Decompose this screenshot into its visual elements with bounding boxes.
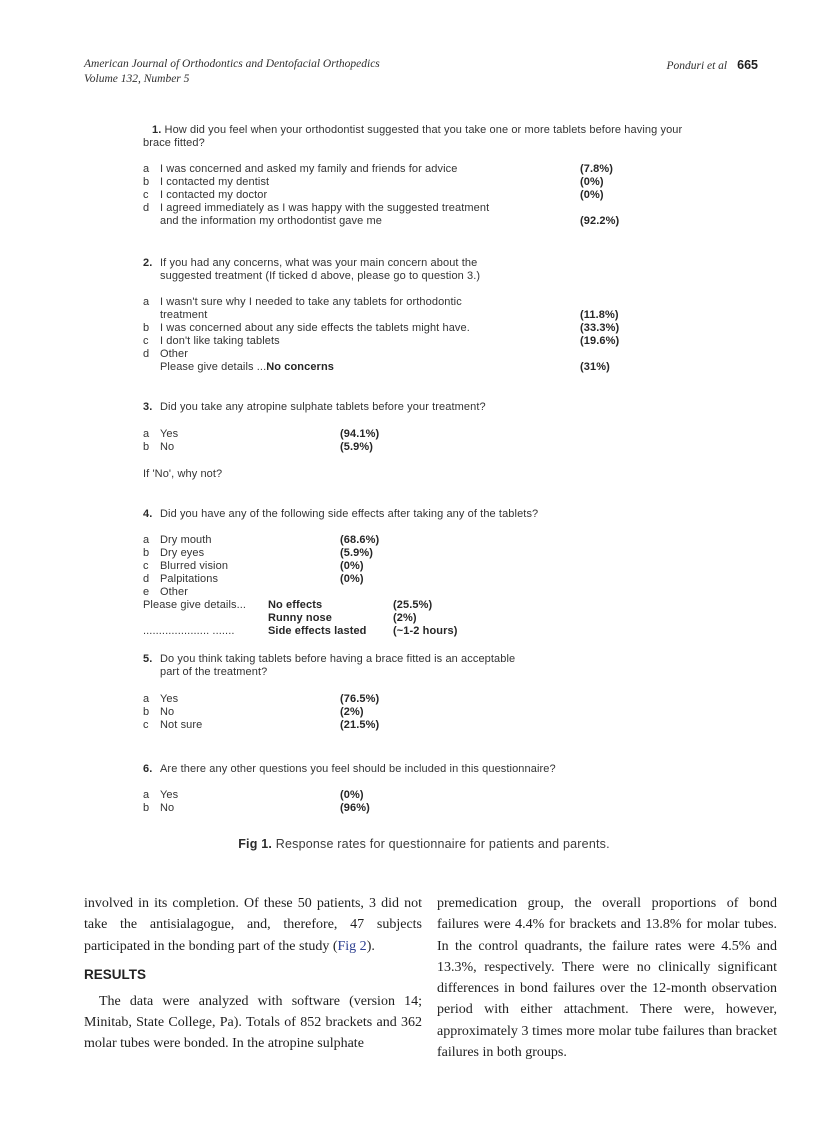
option-row bbox=[143, 428, 705, 441]
option-letter: c bbox=[143, 189, 149, 201]
running-authors: Ponduri et al bbox=[666, 60, 728, 72]
body-column-left bbox=[84, 893, 422, 1055]
option-row bbox=[143, 693, 705, 706]
option-percentage: (5.9%) bbox=[340, 547, 373, 559]
option-text: No bbox=[160, 802, 175, 814]
question-1-number: 1. bbox=[152, 124, 162, 136]
details-answer: Runny nose bbox=[268, 612, 332, 624]
option-percentage: (11.8%) bbox=[580, 309, 619, 321]
option-percentage: (19.6%) bbox=[580, 335, 620, 347]
option-percentage: (5.9%) bbox=[340, 441, 373, 453]
option-row bbox=[143, 586, 705, 599]
option-percentage: (0%) bbox=[580, 189, 604, 201]
details-row bbox=[143, 625, 705, 638]
option-row bbox=[143, 296, 705, 309]
details-prefix: Please give details ... bbox=[160, 361, 267, 373]
option-text: I was concerned and asked my family and friends for advice bbox=[160, 163, 458, 175]
option-text: and the information my orthodontist gave me bbox=[160, 215, 382, 227]
option-percentage: (~1-2 hours) bbox=[393, 625, 458, 637]
question-3 bbox=[143, 401, 705, 481]
question-3-number: 3. bbox=[143, 401, 153, 413]
option-text: Yes bbox=[160, 428, 179, 440]
question-2 bbox=[143, 257, 705, 374]
question-6-options bbox=[143, 789, 705, 815]
option-letter: b bbox=[143, 706, 150, 718]
fig-2-link[interactable]: Fig 2 bbox=[337, 938, 367, 954]
paragraph bbox=[84, 893, 422, 957]
option-percentage: (92.2%) bbox=[580, 215, 620, 227]
question-3-options bbox=[143, 428, 705, 454]
question-1-label: How did you feel when your orthodontist suggested that you take one or more tablets before having your brace fitted? bbox=[143, 124, 683, 149]
figure-1-caption bbox=[143, 837, 705, 851]
option-row-continuation bbox=[143, 215, 705, 228]
question-3-text bbox=[143, 401, 705, 414]
question-5-text bbox=[143, 653, 705, 679]
option-letter: b bbox=[143, 322, 150, 334]
paragraph: premedication group, the overall proportions of bond failures were 4.4% for brackets and 13.8% for molar tubes. In the control quadrants, the failure rates were 4.5% and 13.3%, respectively. There were no clinically significant differences in bond failures over the 12-month observation period with either attachment. There were, however, approximately 3 times more molar tube failures than bracket failures in both groups. bbox=[437, 896, 777, 1061]
question-5-number: 5. bbox=[143, 653, 153, 665]
question-5-options bbox=[143, 693, 705, 732]
question-3-label: Did you take any atropine sulphate tablets before your treatment? bbox=[160, 401, 486, 413]
question-4-options bbox=[143, 534, 705, 638]
details-row bbox=[143, 361, 705, 374]
option-text: Other bbox=[160, 586, 189, 598]
question-6-number: 6. bbox=[143, 763, 153, 775]
question-2-text bbox=[143, 257, 705, 283]
question-3-followup: If 'No', why not? bbox=[143, 468, 223, 480]
option-letter: a bbox=[143, 534, 150, 546]
option-row bbox=[143, 547, 705, 560]
option-row bbox=[143, 534, 705, 547]
option-row bbox=[143, 348, 705, 361]
details-answer: No effects bbox=[268, 599, 323, 611]
question-4-text bbox=[143, 508, 705, 521]
option-text: Yes bbox=[160, 693, 179, 705]
option-row bbox=[143, 441, 705, 454]
question-5 bbox=[143, 653, 705, 732]
option-percentage: (21.5%) bbox=[340, 719, 380, 731]
option-letter: a bbox=[143, 296, 150, 308]
option-percentage: (0%) bbox=[340, 789, 364, 801]
journal-issue: Volume 132, Number 5 bbox=[84, 73, 190, 85]
option-letter: a bbox=[143, 163, 150, 175]
option-letter bbox=[143, 309, 160, 322]
option-percentage: (0%) bbox=[340, 573, 364, 585]
question-4-label: Did you have any of the following side effects after taking any of the tablets? bbox=[160, 508, 539, 520]
option-row bbox=[143, 719, 705, 732]
option-letter: a bbox=[143, 693, 150, 705]
option-percentage: (76.5%) bbox=[340, 693, 380, 705]
option-percentage: (2%) bbox=[393, 612, 417, 624]
question-1-options bbox=[143, 163, 705, 228]
option-letter: c bbox=[143, 335, 149, 347]
option-letter: b bbox=[143, 802, 150, 814]
question-1-text bbox=[143, 124, 705, 150]
option-letter: d bbox=[143, 348, 150, 360]
option-text: Dry mouth bbox=[160, 534, 212, 546]
option-percentage: (2%) bbox=[340, 706, 364, 718]
option-percentage: (94.1%) bbox=[340, 428, 380, 440]
journal-title: American Journal of Orthodontics and Dentofacial Orthopedics bbox=[84, 58, 380, 70]
option-text: I was concerned about any side effects the tablets might have. bbox=[160, 322, 470, 334]
option-text: Not sure bbox=[160, 719, 203, 731]
question-4-number: 4. bbox=[143, 508, 153, 520]
option-letter: b bbox=[143, 176, 150, 188]
question-6-text bbox=[143, 763, 705, 776]
option-row bbox=[143, 706, 705, 719]
running-head bbox=[666, 58, 758, 72]
option-percentage: (68.6%) bbox=[340, 534, 380, 546]
question-6-label: Are there any other questions you feel should be included in this questionnaire? bbox=[160, 763, 556, 775]
option-row bbox=[143, 560, 705, 573]
details-text bbox=[160, 361, 334, 374]
option-percentage: (7.8%) bbox=[580, 163, 613, 175]
details-answer: Side effects lasted bbox=[268, 625, 367, 637]
option-text: Yes bbox=[160, 789, 179, 801]
question-2-number: 2. bbox=[143, 257, 153, 269]
option-letter: d bbox=[143, 573, 150, 585]
question-5-label: Do you think taking tablets before having a brace fitted is an acceptable part of the treatment? bbox=[160, 653, 516, 678]
details-prefix: ..................... ....... bbox=[143, 625, 235, 637]
option-text: I wasn't sure why I needed to take any tablets for orthodontic bbox=[160, 296, 462, 308]
option-row bbox=[143, 802, 705, 815]
figure-1-questionnaire bbox=[143, 124, 705, 815]
option-text: Blurred vision bbox=[160, 560, 229, 572]
option-letter: b bbox=[143, 441, 150, 453]
page-number: 665 bbox=[737, 58, 758, 72]
option-text: I contacted my dentist bbox=[160, 176, 270, 188]
paragraph-text: ). bbox=[366, 938, 375, 954]
option-text: Other bbox=[160, 348, 189, 360]
question-6 bbox=[143, 763, 705, 815]
option-row bbox=[143, 789, 705, 802]
question-4 bbox=[143, 508, 705, 638]
option-percentage: (96%) bbox=[340, 802, 370, 814]
question-2-label: If you had any concerns, what was your main concern about the suggested treatment (If ticked d above, please go to question 3.) bbox=[160, 257, 481, 282]
paragraph-text: involved in its completion. Of these 50 patients, 3 did not take the antisialagogue, and, therefore, 47 subjects participated in the bonding part of the study ( bbox=[84, 896, 422, 954]
option-percentage: (0%) bbox=[580, 176, 604, 188]
option-row bbox=[143, 176, 705, 189]
option-letter: a bbox=[143, 428, 150, 440]
option-text: treatment bbox=[160, 309, 208, 321]
header-journal-info bbox=[84, 57, 380, 87]
option-percentage: (31%) bbox=[580, 361, 610, 373]
option-text: I contacted my doctor bbox=[160, 189, 268, 201]
figure-1-caption-text: Response rates for questionnaire for patients and parents. bbox=[275, 837, 610, 851]
details-row bbox=[143, 612, 705, 625]
option-row bbox=[143, 202, 705, 215]
option-letter: a bbox=[143, 789, 150, 801]
details-row bbox=[143, 599, 705, 612]
option-row bbox=[143, 322, 705, 335]
body-column-right bbox=[437, 893, 777, 1063]
option-row bbox=[143, 573, 705, 586]
option-percentage: (33.3%) bbox=[580, 322, 620, 334]
option-letter: c bbox=[143, 719, 149, 731]
paragraph: The data were analyzed with software (version 14; Minitab, State College, Pa). Totals of 852 brackets and 362 molar tubes were bonded. In the atropine sulphate bbox=[84, 993, 422, 1052]
option-letter bbox=[143, 215, 160, 228]
option-letter: e bbox=[143, 586, 150, 598]
option-text: No bbox=[160, 441, 175, 453]
question-1 bbox=[143, 124, 705, 228]
figure-1-caption-label: Fig 1. bbox=[238, 837, 273, 851]
option-row bbox=[143, 189, 705, 202]
option-text: Palpitations bbox=[160, 573, 219, 585]
option-percentage: (25.5%) bbox=[393, 599, 433, 611]
option-text: No bbox=[160, 706, 175, 718]
option-row-continuation bbox=[143, 309, 705, 322]
option-text: I don't like taking tablets bbox=[160, 335, 280, 347]
option-text: I agreed immediately as I was happy with the suggested treatment bbox=[160, 202, 490, 214]
results-heading: RESULTS bbox=[84, 966, 147, 982]
question-2-options bbox=[143, 296, 705, 374]
option-row bbox=[143, 335, 705, 348]
option-letter: c bbox=[143, 560, 149, 572]
details-answer: No concerns bbox=[266, 361, 334, 373]
option-letter: b bbox=[143, 547, 150, 559]
details-prefix: Please give details... bbox=[143, 599, 247, 611]
option-letter: d bbox=[143, 202, 150, 214]
option-percentage: (0%) bbox=[340, 560, 364, 572]
option-letter bbox=[143, 361, 160, 374]
option-row bbox=[143, 163, 705, 176]
option-text: Dry eyes bbox=[160, 547, 205, 559]
